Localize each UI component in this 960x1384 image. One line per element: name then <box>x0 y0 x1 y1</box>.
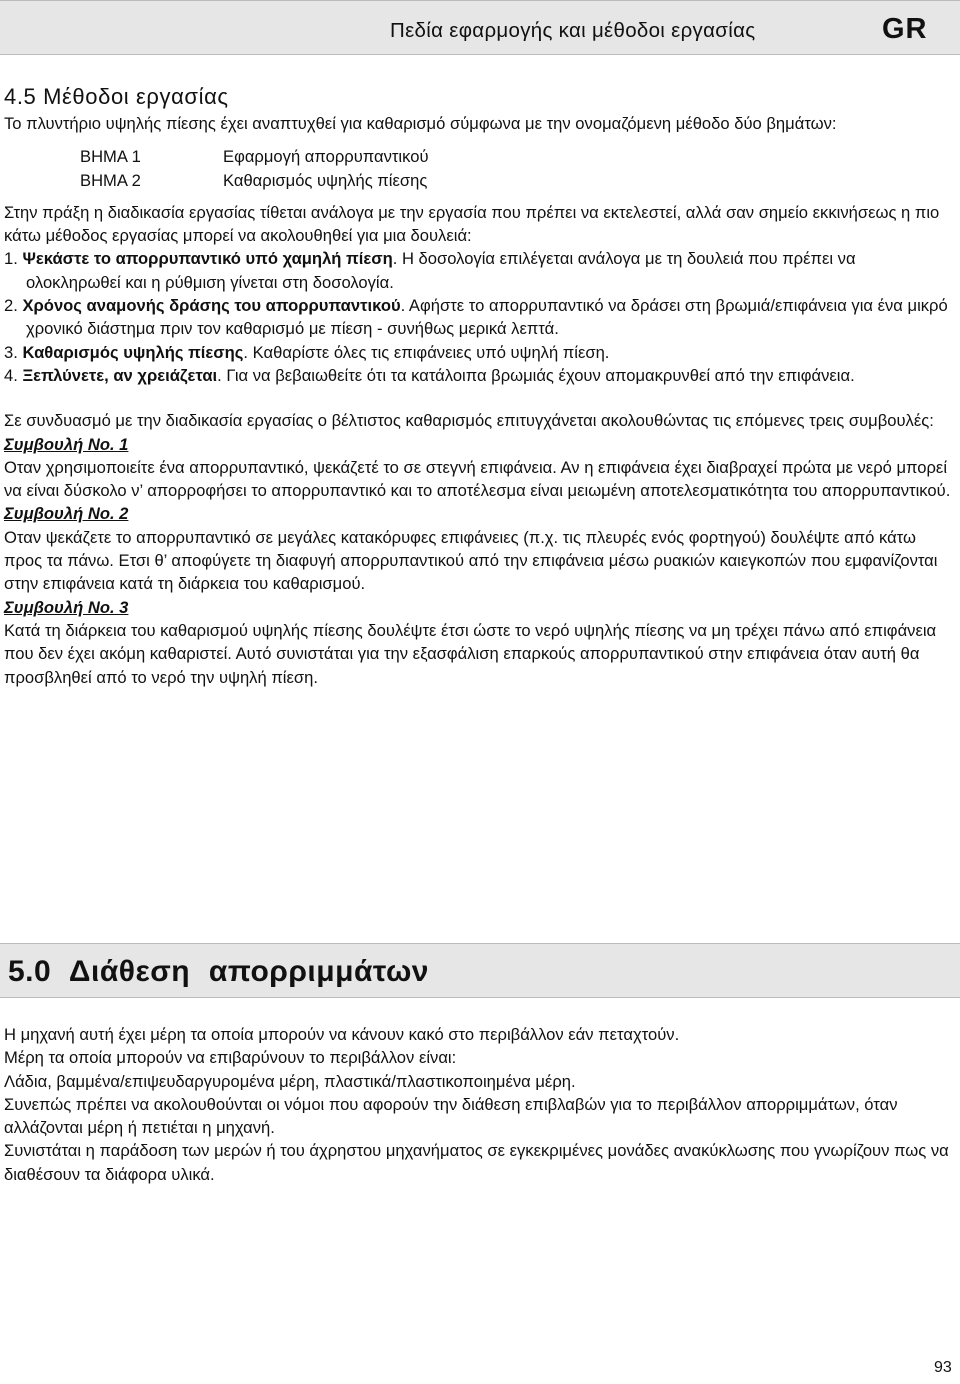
step-key: ΒΗΜΑ 2 <box>80 170 141 190</box>
tip-heading: Συμβουλή Νο. 1 <box>4 434 129 454</box>
list-item <box>4 341 954 364</box>
step-value: Καθαρισμός υψηλής πίεσης <box>223 170 428 190</box>
section-work-methods <box>4 84 954 689</box>
header-title: Πεδία εφαρμογής και μέθοδοι εργασίας <box>390 19 756 42</box>
page-number: 93 <box>934 1359 952 1376</box>
practice-paragraph: Στην πράξη η διαδικασία εργασίας τίθεται ανάλογα με την εργασία που πρέπει να εκτελεστεί, αλλά σαν σημείο εκκινήσεως η πιο κάτω μέθοδος εργασίας μπορεί να ακολουθηθεί για μια δουλειά: <box>4 202 940 246</box>
step-row <box>80 169 954 192</box>
list-item <box>4 247 954 294</box>
section2-title: 5.0 Διάθεση απορριμμάτων <box>8 955 429 988</box>
section-title: 4.5 Μέθοδοι εργασίας <box>4 84 229 109</box>
section-disposal-header <box>0 943 960 998</box>
tip-text: Κατά τη διάρκεια του καθαρισμού υψηλής πίεσης δουλέψτε έτσι ώστε το νερό υψηλής πίεσης να μη τρέχει πάνω από επιφάνεια που δεν έχει ακόμη καθαριστεί. Αυτό συνιστάται για την εξασφάλιση επαρκούς απορρυπαντικού στην επιφάνεια όταν αυτή θα προσβληθεί από το νερό την υψηλή πίεση. <box>4 620 937 687</box>
intro-paragraph: Το πλυντήριο υψηλής πίεσης έχει αναπτυχθεί για καθαρισμό σύμφωνα με την ονομαζόμενη μέθοδο δύο βημάτων: <box>4 114 837 133</box>
list-number: 3. <box>4 342 18 362</box>
list-text: . Για να βεβαιωθείτε ότι τα κατάλοιπα βρωμιάς έχουν απομακρυνθεί από την επιφάνεια. <box>217 365 855 385</box>
disposal-paragraph: Συνεπώς πρέπει να ακολουθούνται οι νόμοι που αφορούν την διάθεση επιβλαβών για το περιβάλλον απορριμμάτων, όταν αλλάζονται μέρη ή πετιέται η μηχανή. <box>4 1094 898 1138</box>
spacer <box>4 387 954 409</box>
step-row <box>80 145 954 168</box>
language-code: GR <box>882 13 928 45</box>
list-item <box>4 294 954 341</box>
page-header <box>0 0 960 55</box>
tip-heading: Συμβουλή Νο. 3 <box>4 597 129 617</box>
list-bold: Καθαρισμός υψηλής πίεσης <box>22 342 244 362</box>
list-bold: Χρόνος αναμονής δράσης του απορρυπαντικού <box>22 296 401 316</box>
step-key: ΒΗΜΑ 1 <box>80 147 141 167</box>
disposal-paragraph: Η μηχανή αυτή έχει μέρη τα οποία μπορούν να κάνουν κακό στο περιβάλλον εάν πεταχτούν. <box>4 1025 680 1044</box>
section-disposal-body <box>4 1023 954 1186</box>
tip-text: Οταν ψεκάζετε το απορρυπαντικό σε μεγάλες κατακόρυφες επιφάνειες (π.χ. τις πλευρές ενός φορτηγού) δουλέψτε από κάτω προς τα πάνω. Ετσι θ’ αποφύγετε τη διαφυγή απορρυπαντικού από την επιφάνεια μέσω ρυακιών καιεγκοπών που εμφανίζονται στην επιφάνεια κατά τη διάρκεια του καθαρισμού. <box>4 527 938 594</box>
disposal-paragraph: Μέρη τα οποία μπορούν να επιβαρύνουν το περιβάλλον είναι: <box>4 1048 457 1068</box>
disposal-paragraph: Συνιστάται η παράδοση των μερών ή του άχρηστου μηχανήματος σε εγκεκριμένες μονάδες ανακύκλωσης που γνωρίζουν πως να διαθέσουν τα διάφορα υλικά. <box>4 1141 949 1184</box>
list-text: . Καθαρίστε όλες τις επιφάνειες υπό υψηλή πίεση. <box>243 342 610 362</box>
list-text: . Η δοσολογία επιλέγεται ανάλογα με τη δουλειά που πρέπει να ολοκληρωθεί και η ρύθμιση γίνεται στη δοσολογία. <box>26 249 856 292</box>
list-number: 2. <box>4 296 18 316</box>
list-number: 4. <box>4 365 18 385</box>
list-bold: Ξεπλύνετε, αν χρειάζεται <box>22 365 218 385</box>
list-item <box>4 364 954 387</box>
disposal-paragraph: Λάδια, βαμμένα/επιψευδαργυρομένα μέρη, πλαστικά/πλαστικοποιημένα μέρη. <box>4 1071 576 1091</box>
list-number: 1. <box>4 249 18 269</box>
steps-list <box>80 145 954 192</box>
list-bold: Ψεκάστε το απορρυπαντικό υπό χαμηλή πίεση <box>22 249 393 269</box>
tip-text: Οταν χρησιμοποιείτε ένα απορρυπαντικό, ψεκάζετέ το σε στεγνή επιφάνεια. Αν η επιφάνεια έχει διαβραχεί πρώτα με νερό μπορεί να είναι δύσκολο ν’ απορροφήσει το απορρυπαντικό και το αποτέλεσμα είναι μειωμένη αποτελεσματικότητα του απορρυπαντικού. <box>4 457 951 501</box>
list-text: . Αφήστε το απορρυπαντικό να δράσει στη βρωμιά/επιφάνεια για ένα μικρό χρονικό διάστημα πριν τον καθαρισμό με πίεση - συνήθως μερικά λεπτά. <box>26 296 948 339</box>
step-value: Εφαρμογή απορρυπαντικού <box>223 147 429 167</box>
tip-heading: Συμβουλή Νο. 2 <box>4 504 129 524</box>
combo-paragraph: Σε συνδυασμό με την διαδικασία εργασίας ο βέλτιστος καθαρισμός επιτυγχάνεται ακολουθώντας τις επόμενες τρεις συμβουλές: <box>4 411 934 431</box>
